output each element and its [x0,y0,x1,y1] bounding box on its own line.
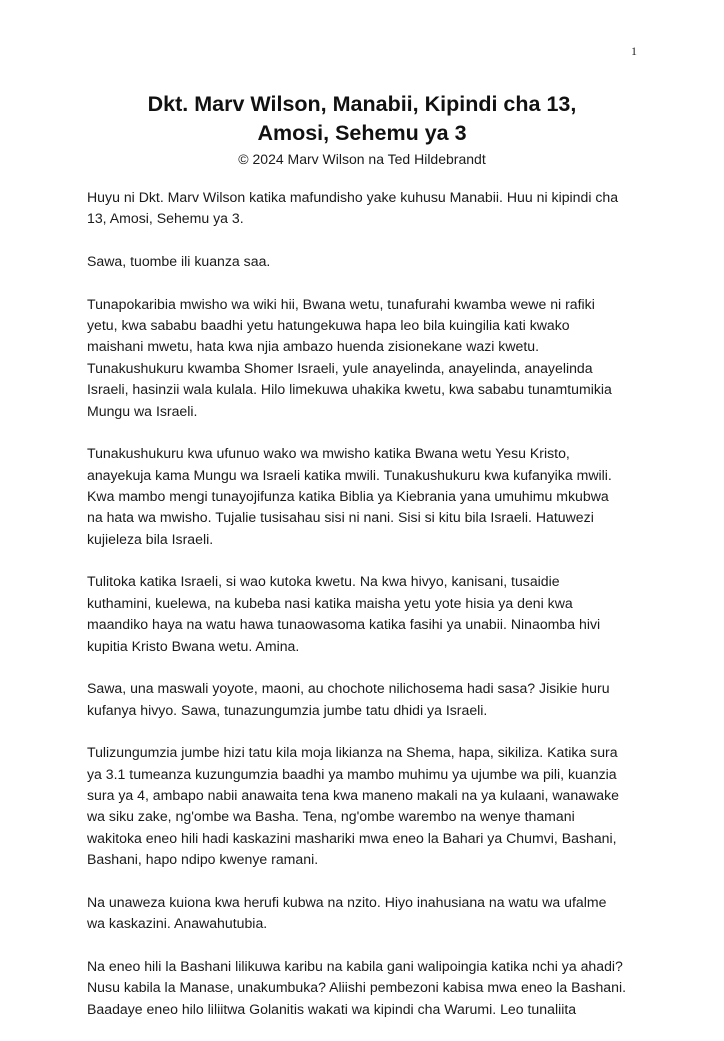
document-header [0,90,724,169]
paragraph: Huyu ni Dkt. Marv Wilson katika mafundisho yake kuhusu Manabii. Huu ni kipindi cha 13, Amosi, Sehemu ya 3. [87,189,619,227]
document-title-line-2: Amosi, Sehemu ya 3 [257,121,467,145]
paragraph: Sawa, una maswali yoyote, maoni, au chochote nilichosema hadi sasa? Jisikie huru kufanya hivyo. Sawa, tunazungumzia jumbe tatu dhidi ya Israeli. [87,680,610,718]
paragraph: Tulizungumzia jumbe hizi tatu kila moja likianza na Shema, hapa, sikiliza. Katika sura ya 3.1 tumeanza kuzungumzia baadhi ya mambo muhimu ya ujumbe wa pili, kuanzia sura ya 4, ambapo nabii anawaita tena kwa maneno makali na ya kulaani, wanawake wa siku zake, ng'ombe wa Basha. Tena, ng'ombe warembo na wenye thamani wakitoka eneo hili hadi kaskazini mashariki mwa eneo la Bahari ya Chumvi, Bashani, Bashani, hapo ndipo kwenye ramani. [87,744,619,868]
paragraph: Tunakushukuru kwa ufunuo wako wa mwisho katika Bwana wetu Yesu Kristo, anayekuja kama Mungu wa Israeli katika mwili. Tunakushukuru kwa kufanyika mwili. Kwa mambo mengi tunayojifunza katika Biblia ya Kiebrania yana umuhimu mkubwa na hata wa mwisho. Tujalie tusisahau sisi ni nani. Sisi si kitu bila Israeli. Hatuwezi kujieleza bila Israeli. [87,445,612,547]
paragraph: Sawa, tuombe ili kuanza saa. [87,253,271,269]
document-body [87,187,643,1041]
page-number: 1 [631,44,637,58]
document-title-line-1: Dkt. Marv Wilson, Manabii, Kipindi cha 13, [147,92,577,116]
paragraph: Tunapokaribia mwisho wa wiki hii, Bwana wetu, tunafurahi kwamba wewe ni rafiki yetu, kwa sababu baadhi yetu hatungekuwa hapa leo bila kuingilia kati kwako maishani mwetu, hata kwa njia ambazo huenda zisionekane wazi kwetu. Tunakushukuru kwamba Shomer Israeli, yule anayelinda, anayelinda, anayelinda Israeli, hasinzii wala kulala. Hilo limekuwa uhakika kwetu, kwa sababu tunamtumikia Mungu wa Israeli. [87,295,612,419]
copyright-notice: © 2024 Marv Wilson na Ted Hildebrandt [238,151,486,167]
paragraph: Na eneo hili la Bashani lilikuwa karibu na kabila gani walipoingia katika nchi ya ahadi? Nusu kabila la Manase, unakumbuka? Aliishi pembezoni kabisa mwa eneo la Bashani. Baadaye eneo hilo liliitwa Golanitis wakati wa kipindi cha Warumi. Leo tunaliita [87,957,627,1017]
paragraph: Tulitoka katika Israeli, si wao kutoka kwetu. Na kwa hivyo, kanisani, tusaidie kuthamini, kuelewa, na kubeba nasi katika maisha yetu yote hisia ya deni kwa maandiko haya na watu hawa tunaowasoma katika fasihi ya unabii. Ninaomba hivi kupitia Kristo Bwana wetu. Amina. [87,573,601,654]
paragraph: Na unaweza kuiona kwa herufi kubwa na nzito. Hiyo inahusiana na watu wa ufalme wa kaskazini. Anawahutubia. [87,893,607,932]
